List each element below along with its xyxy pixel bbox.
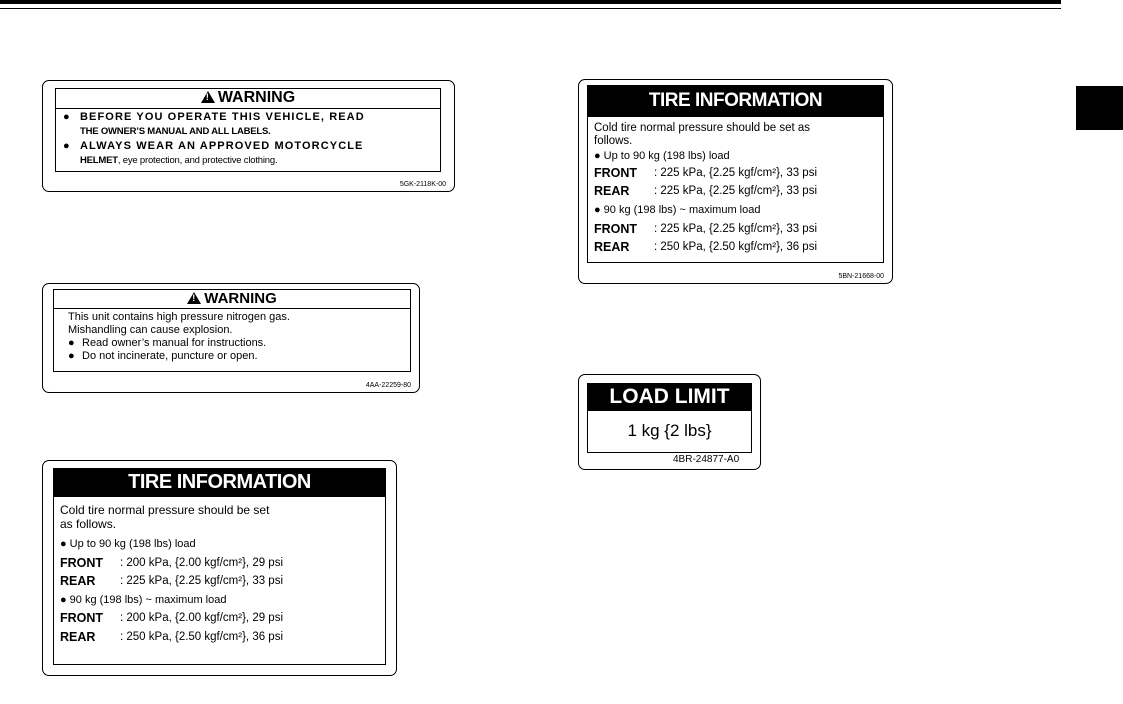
warning-bullet: ● Do not incinerate, puncture or open. [68, 350, 258, 362]
load-condition: ● 90 kg (198 lbs) ~ maximum load [60, 593, 227, 606]
bullet-icon: ● [594, 204, 601, 216]
tire-label-body [587, 117, 884, 263]
rear-pressure-row: REAR : 225 kPa, {2.25 kgf/cm²}, 33 psi [594, 184, 818, 198]
bullet-icon: ● [63, 140, 70, 152]
tire-label-title: TIRE INFORMATION [587, 85, 884, 117]
warning-caps-text: ALWAYS WEAR AN APPROVED MOTORCYCLE [80, 140, 364, 152]
bullet-icon: ● [68, 350, 75, 362]
section-tab-marker [1076, 86, 1123, 130]
warning-text-line: This unit contains high pressure nitrogen gas. [68, 311, 290, 323]
load-limit-title: LOAD LIMIT [587, 383, 752, 411]
bullet-icon: ● [63, 111, 70, 123]
bullet-icon: ● [68, 337, 75, 349]
warning-sub-text: HELMET, eye protection, and protective clothing. [80, 154, 278, 166]
rear-pressure-row: REAR : 225 kPa, {2.25 kgf/cm²}, 33 psi [60, 574, 284, 588]
warning-line [56, 110, 440, 139]
load-condition: ● Up to 90 kg (198 lbs) load [594, 150, 730, 162]
label-part-code: 4AA-22259-80 [365, 382, 411, 389]
tire-information-label-left [42, 460, 397, 676]
front-pressure-row: FRONT : 200 kPa, {2.00 kgf/cm²}, 29 psi [60, 611, 284, 625]
bullet-icon: ● [60, 538, 67, 550]
warning-text-line: Mishandling can cause explosion. [68, 324, 233, 336]
label-part-code: 5BN-21668-00 [838, 273, 884, 280]
load-limit-label [578, 374, 761, 470]
load-condition: ● 90 kg (198 lbs) ~ maximum load [594, 204, 761, 216]
tire-intro-line: as follows. [60, 517, 117, 531]
tire-information-label-right [578, 79, 893, 284]
warning-title: WARNING [217, 89, 296, 106]
warning-body [55, 108, 441, 172]
warning-bullet: ● Read owner’s manual for instructions. [68, 337, 267, 349]
warning-label-rider [42, 80, 455, 192]
warning-triangle-icon [187, 292, 201, 304]
front-pressure-row: FRONT : 225 kPa, {2.25 kgf/cm²}, 33 psi [594, 222, 818, 236]
bullet-icon: ● [60, 593, 67, 606]
header-rule-thin [0, 8, 1061, 9]
tire-intro-line: Cold tire normal pressure should be set as [594, 122, 811, 134]
front-pressure-row: FRONT : 225 kPa, {2.25 kgf/cm²}, 33 psi [594, 166, 818, 180]
label-part-code: 4BR-24877-A0 [673, 454, 740, 465]
label-part-code: 5GK-2118K-00 [399, 181, 446, 188]
warning-header [53, 289, 411, 309]
warning-header [55, 88, 441, 108]
tire-label-title: TIRE INFORMATION [53, 468, 386, 497]
tire-label-body [53, 497, 386, 665]
bullet-icon: ● [594, 150, 601, 162]
tire-intro-line: Cold tire normal pressure should be set [60, 503, 270, 517]
header-rule-thick [0, 0, 1061, 4]
warning-body [53, 308, 411, 372]
tire-intro-line: follows. [594, 135, 633, 147]
front-pressure-row: FRONT : 200 kPa, {2.00 kgf/cm²}, 29 psi [60, 555, 284, 570]
warning-triangle-icon [201, 91, 215, 103]
load-condition: ● Up to 90 kg (198 lbs) load [60, 538, 196, 550]
rear-pressure-row: REAR : 250 kPa, {2.50 kgf/cm²}, 36 psi [594, 240, 818, 254]
warning-caps-text: BEFORE YOU OPERATE THIS VEHICLE, READ [80, 111, 365, 123]
warning-label-nitrogen [42, 283, 420, 393]
warning-sub-text: THE OWNER’S MANUAL AND ALL LABELS. [80, 125, 271, 137]
warning-title: WARNING [204, 290, 277, 307]
load-limit-value: 1 kg {2 lbs} [587, 411, 752, 453]
rear-pressure-row: REAR : 250 kPa, {2.50 kgf/cm²}, 36 psi [60, 629, 284, 644]
warning-line [56, 139, 440, 168]
